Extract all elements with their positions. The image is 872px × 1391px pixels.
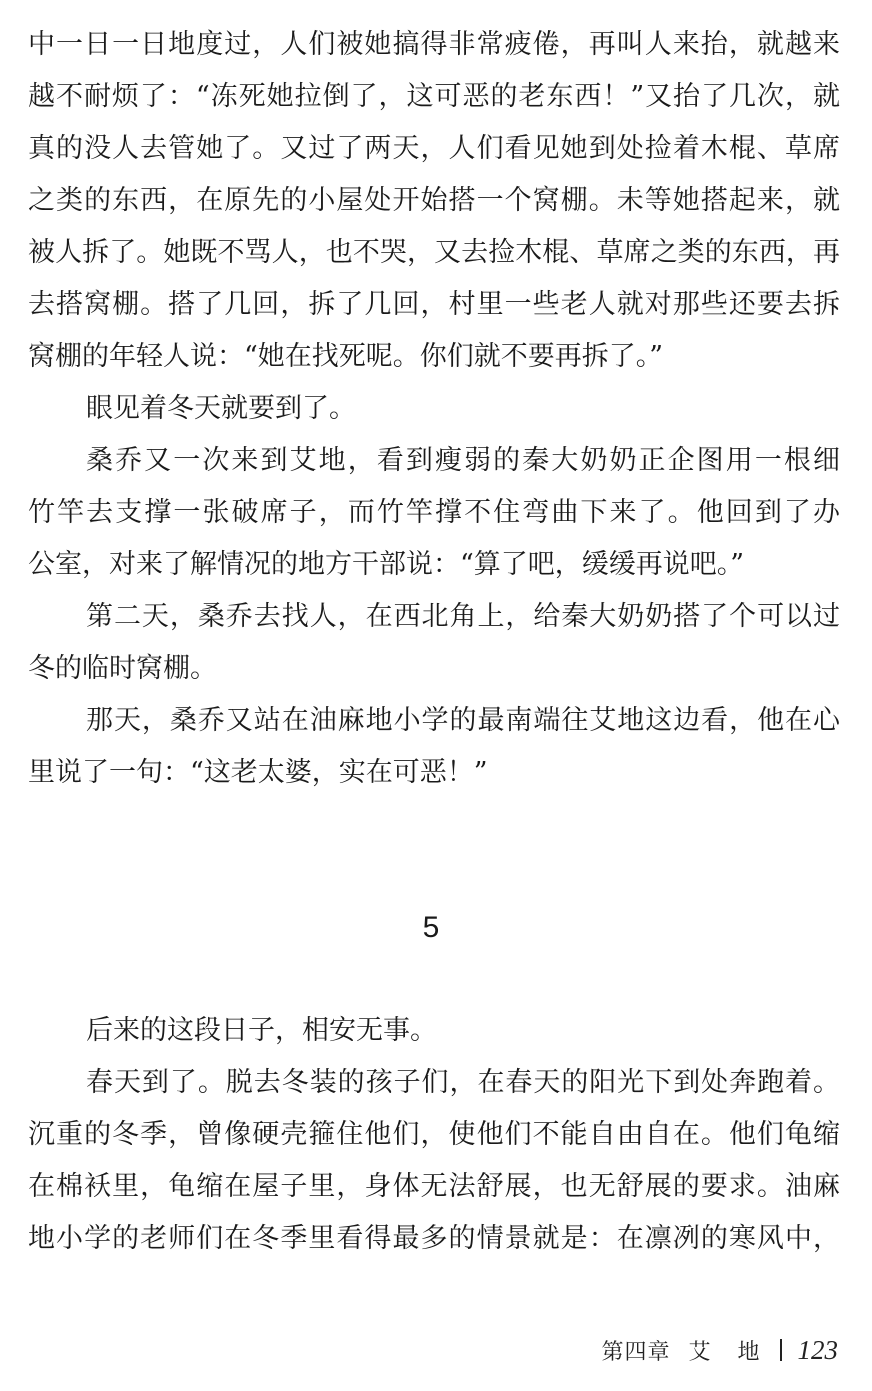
text-line: 越不耐烦了：“冻死她拉倒了，这可恶的老东西！”又抬了几次，就 — [28, 81, 840, 112]
page-number: 123 — [797, 1334, 838, 1365]
text-line: 眼见着冬天就要到了。 — [86, 393, 356, 424]
text-line: 公室，对来了解情况的地方干部说：“算了吧，缓缓再说吧。” — [28, 549, 745, 580]
text-line: 中一日一日地度过，人们被她搞得非常疲倦，再叫人来抬，就越来 — [28, 29, 840, 60]
footer-chapter: 第四章 — [601, 1339, 671, 1365]
text-line: 里说了一句：“这老太婆，实在可恶！” — [28, 757, 488, 788]
text-line: 沉重的冬季，曾像硬壳箍住他们，使他们不能自由自在。他们龟缩 — [28, 1119, 840, 1150]
footer-chapter-title: 艾 地 — [688, 1339, 770, 1365]
text-line: 冬的临时窝棚。 — [28, 653, 217, 684]
text-line: 春天到了。脱去冬装的孩子们，在春天的阳光下到处奔跑着。 — [86, 1067, 840, 1098]
text-line: 去搭窝棚。搭了几回，拆了几回，村里一些老人就对那些还要去拆 — [28, 289, 840, 320]
text-line: 之类的东西，在原先的小屋处开始搭一个窝棚。未等她搭起来，就 — [28, 185, 840, 216]
text-line: 后来的这段日子，相安无事。 — [86, 1015, 437, 1046]
text-line: 地小学的老师们在冬季里看得最多的情景就是：在凛冽的寒风中， — [28, 1223, 840, 1254]
text-line: 在棉袄里，龟缩在屋子里，身体无法舒展，也无舒展的要求。油麻 — [28, 1171, 840, 1202]
text-line: 桑乔又一次来到艾地，看到瘦弱的秦大奶奶正企图用一根细 — [86, 445, 840, 476]
text-line: 那天，桑乔又站在油麻地小学的最南端往艾地这边看，他在心 — [86, 705, 840, 736]
page-footer — [601, 1330, 838, 1370]
text-line: 真的没人去管她了。又过了两天，人们看见她到处捡着木棍、草席 — [28, 133, 840, 164]
text-line: 窝棚的年轻人说：“她在找死呢。你们就不要再拆了。” — [28, 341, 664, 372]
text-line: 竹竿去支撑一张破席子，而竹竿撑不住弯曲下来了。他回到了办 — [28, 497, 840, 528]
text-line: 第二天，桑乔去找人，在西北角上，给秦大奶奶搭了个可以过 — [86, 601, 840, 632]
text-line: 被人拆了。她既不骂人，也不哭，又去捡木棍、草席之类的东西，再 — [28, 237, 840, 268]
section-number: 5 — [422, 911, 440, 944]
footer-divider — [780, 1339, 782, 1361]
